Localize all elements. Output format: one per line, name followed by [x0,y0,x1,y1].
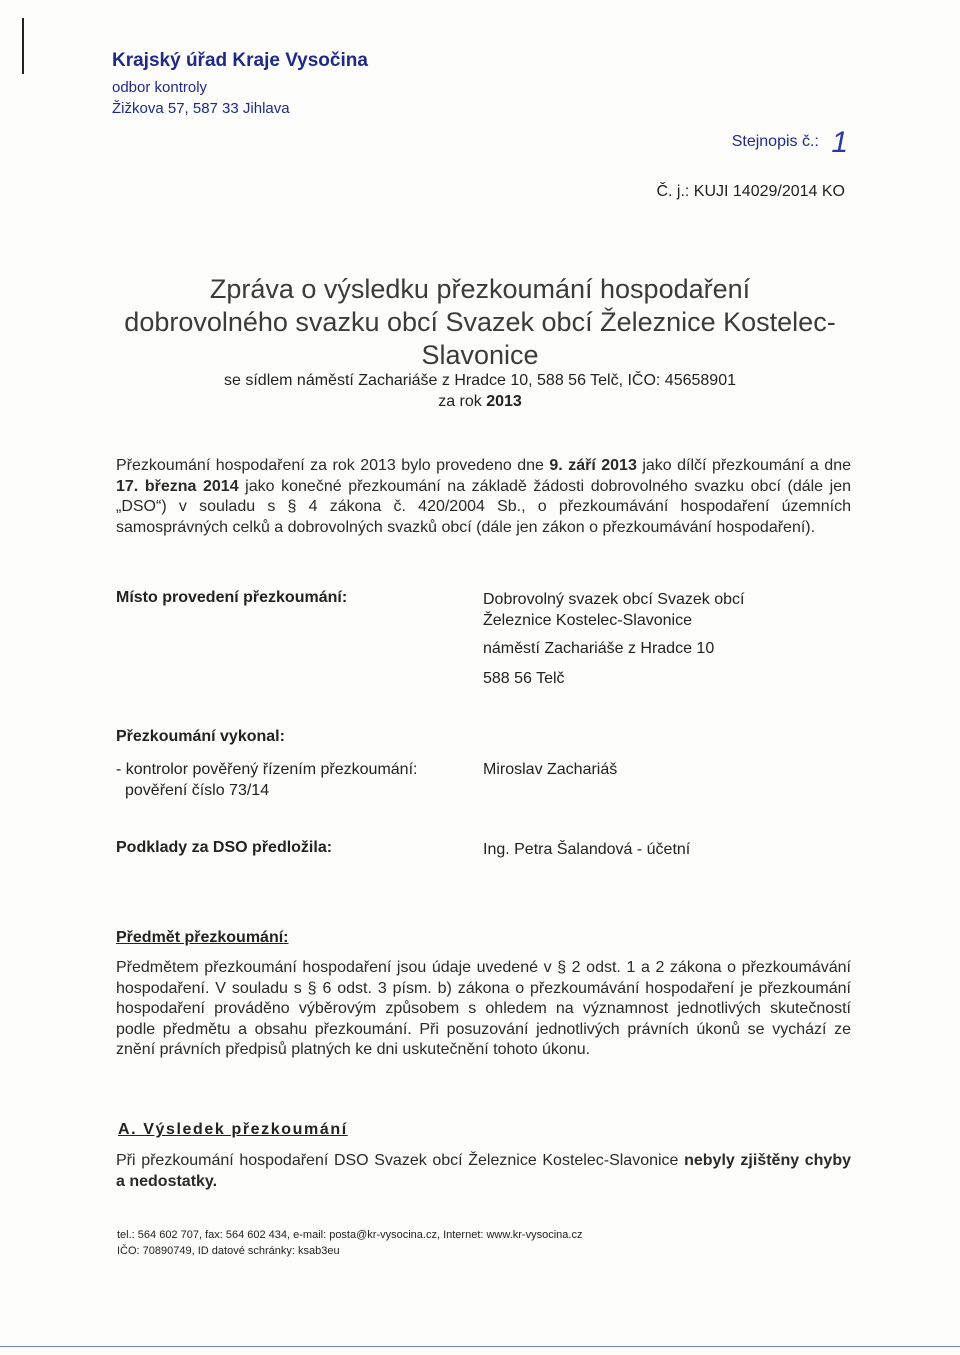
authority-name: Krajský úřad Kraje Vysočina [112,50,368,71]
place-value [483,589,744,631]
copy-number: 1 [831,126,848,159]
year-line [0,393,960,411]
intro-text-2: jako dílčí přezkoumání a dne [636,457,851,474]
footer-contact: tel.: 564 602 707, fax: 564 602 434, e-mail: posta@kr-vysocina.cz, Internet: www.kr-vysocina.cz [117,1229,583,1241]
result-conclusion: nebyly zjištěny chyby a nedostatky. [116,1152,851,1190]
report-title-line-2: dobrovolného svazku obcí Svazek obcí Železnice Kostelec- [124,307,836,337]
authority-address: Žižkova 57, 587 33 Jihlava [112,100,290,117]
performed-label: Přezkoumání vykonal: [116,728,285,745]
department: odbor kontroly [112,79,208,96]
place-line-4: 588 56 Telč [483,670,565,687]
reference-number: Č. j.: KUJI 14029/2014 KO [656,183,845,200]
copy-label: Stejnopis č.: [731,133,819,150]
year-value: 2013 [486,393,522,410]
inspector-role [116,759,417,801]
final-review-date: 17. března 2014 [116,477,239,495]
copy-number-line [731,120,848,159]
year-prefix: za rok [438,393,482,410]
bottom-rule [0,1346,960,1347]
authorization-number: pověření číslo 73/14 [125,782,270,799]
seat-line: se sídlem náměstí Zachariáše z Hradce 10, 588 56 Telč, IČO: 45658901 [224,372,736,389]
result-text: Při přezkoumání hospodaření DSO Svazek obcí Železnice Kostelec-Slavonice [116,1152,685,1169]
footer-ids: IČO: 70890749, ID datové schránky: ksab3eu [117,1245,340,1257]
subject-paragraph: Předmětem přezkoumání hospodaření jsou údaje uvedené v § 2 odst. 1 a 2 zákona o přezkoumávání hospodaření. V souladu s § 6 odst. 3 písm. b) zákona o přezkoumávání hospodaření je přezkoumání hospodaření prováděno výběrovým způsobem s ohledem na významnost jednotlivých skutečností podle předmětu a obsahu přezkoumání. Při posuzování jednotlivých právních úkonů se vychází ze znění právních předpisů platných ke dni uskutečnění tohoto úkonu. [116,959,851,1058]
place-line-3: náměstí Zachariáše z Hradce 10 [483,640,715,657]
documents-submitter: Ing. Petra Šalandová - účetní [483,841,691,858]
place-line-1: Dobrovolný svazek obcí Svazek obcí [483,591,745,608]
margin-mark [22,18,24,74]
intro-paragraph [116,456,851,538]
intro-text-3: jako konečné přezkoumání na základě žádosti dobrovolného svazku obcí (dále jen „DSO“) v souladu s § 4 zákona č. 420/2004 Sb., o přezkoumávání hospodaření územních samosprávných celků a dobrovolných svazků obcí (dále jen zákon o přezkoumávání hospodaření). [116,477,852,536]
result-paragraph [116,1151,851,1192]
result-heading: A. Výsledek přezkoumání [118,1121,348,1138]
place-line-2: Železnice Kostelec-Slavonice [483,612,692,629]
intro-text-1: Přezkoumání hospodaření za rok 2013 bylo provedeno dne [116,457,550,474]
inspector-name: Miroslav Zachariáš [483,761,618,778]
place-label: Místo provedení přezkoumání: [116,589,348,606]
subject-heading: Předmět přezkoumání: [116,929,289,946]
documents-label: Podklady za DSO předložila: [116,839,333,856]
report-title-line-3: Slavonice [421,340,539,370]
inspector-role-line-1: - kontrolor pověřený řízením přezkoumání: [116,761,418,778]
partial-review-date: 9. září 2013 [549,457,637,474]
report-title-line-1: Zpráva o výsledku přezkoumání hospodaření [209,274,751,304]
